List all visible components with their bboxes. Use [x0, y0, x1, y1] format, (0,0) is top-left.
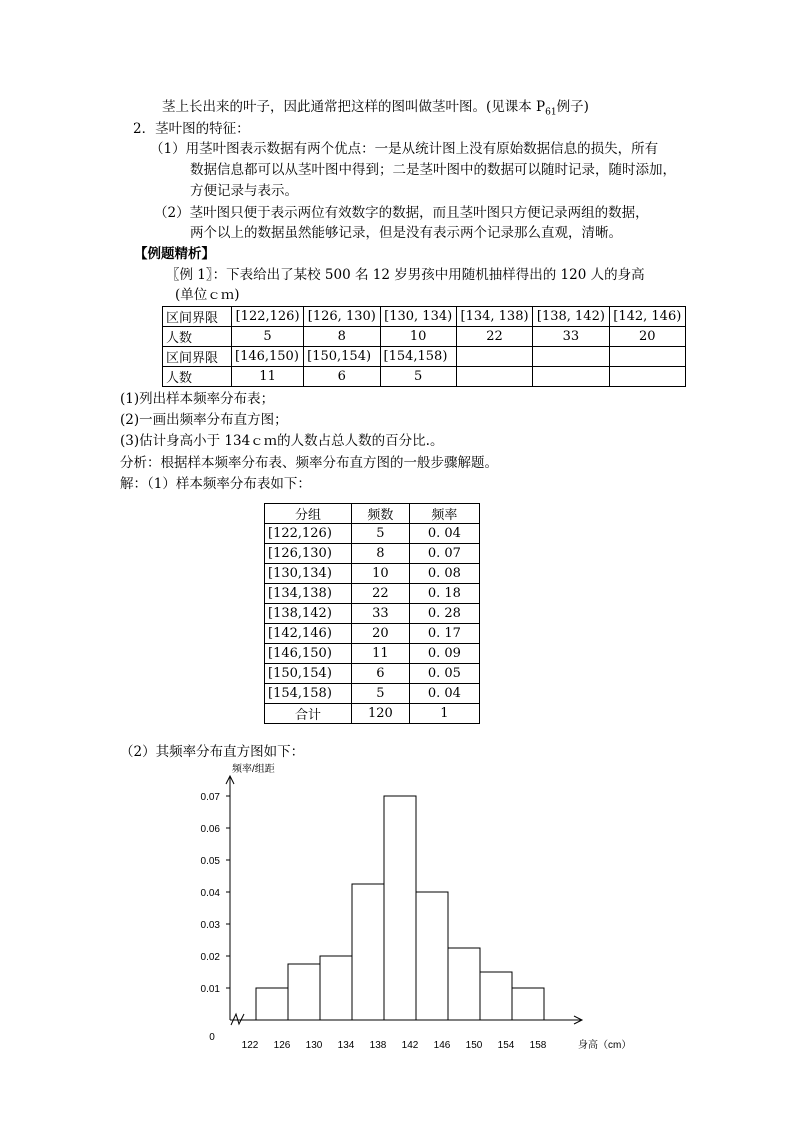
- table-cell: [609, 347, 685, 367]
- table-cell: [150,154): [304, 347, 380, 367]
- histogram-bar: [448, 948, 480, 1020]
- table-cell: 5: [352, 684, 410, 704]
- table-cell: 5: [352, 524, 410, 544]
- table-cell: [146,150): [232, 347, 304, 367]
- table-cell: 6: [352, 664, 410, 684]
- y-tick-label: 0.02: [200, 952, 220, 963]
- table-cell: [146,150): [265, 644, 352, 664]
- table-cell: 0. 28: [409, 604, 479, 624]
- x-tick-label: 126: [273, 1040, 291, 1051]
- question-2: (2)一画出频率分布直方图；: [120, 412, 288, 428]
- table-row: [265, 564, 480, 584]
- table-cell: [142,146): [265, 624, 352, 644]
- table-cell: [150,154): [265, 664, 352, 684]
- table-cell: [609, 367, 685, 387]
- x-tick-label: 150: [465, 1040, 483, 1051]
- table-header-cell: 频数: [352, 504, 410, 524]
- histogram-bar: [416, 892, 448, 1020]
- histogram-bar: [480, 972, 512, 1020]
- table-cell: 11: [352, 644, 410, 664]
- table-cell: [126, 130): [304, 307, 380, 327]
- table-cell: 0. 09: [409, 644, 479, 664]
- histogram-bar: [256, 988, 288, 1020]
- y-tick-label: 0.05: [200, 856, 220, 867]
- section-heading-2: 2．茎叶图的特征：: [133, 121, 250, 137]
- y-tick-label: 0.06: [200, 824, 220, 835]
- table-cell: 5: [232, 327, 304, 347]
- table-row: [265, 604, 480, 624]
- text-line-1-end: 例子): [556, 99, 589, 115]
- frequency-histogram: [180, 760, 650, 1060]
- table-cell: 33: [352, 604, 410, 624]
- table-cell: 0. 08: [409, 564, 479, 584]
- table-cell: 0. 07: [409, 544, 479, 564]
- example-heading: 【例题精析】: [134, 246, 215, 262]
- table-row: [265, 624, 480, 644]
- table-cell: [130, 134): [380, 307, 456, 327]
- table-row: [163, 327, 686, 347]
- feature-2-line-2: 两个以上的数据虽然能够记录，但是没有表示两个记录那么直观，清晰。: [190, 225, 622, 241]
- table-header-row: [265, 504, 480, 524]
- x-tick-label: 158: [529, 1040, 547, 1051]
- table-cell: 33: [533, 327, 609, 347]
- y-axis-label: 频率/组距: [232, 764, 275, 775]
- table-cell: 20: [609, 327, 685, 347]
- table-cell: 0. 04: [409, 684, 479, 704]
- table-cell: 6: [304, 367, 380, 387]
- table-cell: 10: [352, 564, 410, 584]
- table-cell: 8: [304, 327, 380, 347]
- solution-2-text: （2）其频率分布直方图如下：: [120, 744, 305, 760]
- feature-1-line-3: 方便记录与表示。: [190, 183, 298, 199]
- table-row: [265, 544, 480, 564]
- table-cell: 0. 04: [409, 524, 479, 544]
- raw-data-table: [162, 306, 686, 387]
- table-row: [265, 664, 480, 684]
- solution-1-text: 解：（1）样本频率分布表如下：: [120, 476, 311, 492]
- histogram-bar: [352, 884, 384, 1020]
- table-cell: [154,158): [380, 347, 456, 367]
- table-cell: 20: [352, 624, 410, 644]
- table-cell: 0. 05: [409, 664, 479, 684]
- x-tick-label: 154: [497, 1040, 515, 1051]
- y-tick-label: 0.07: [200, 792, 220, 803]
- table-cell: [134, 138): [456, 307, 532, 327]
- table-cell: 22: [352, 584, 410, 604]
- table-cell: 0. 18: [409, 584, 479, 604]
- question-3: (3)估计身高小于 134ｃｍ的人数占总人数的百分比.。: [120, 433, 444, 449]
- text-line-1-main: 茎上长出来的叶子，因此通常把这样的图叫做茎叶图。(见课本 P: [162, 99, 546, 115]
- origin-label: 0: [209, 1032, 215, 1043]
- feature-1-line-2: 数据信息都可以从茎叶图中得到；二是茎叶图中的数据可以随时记录，随时添加，: [190, 162, 676, 178]
- table-cell: [533, 367, 609, 387]
- table-cell: [126,130): [265, 544, 352, 564]
- table-cell: 22: [456, 327, 532, 347]
- table-cell: [130,134): [265, 564, 352, 584]
- analysis-text: 分析：根据样本频率分布表、频率分布直方图的一般步骤解题。: [120, 455, 498, 471]
- feature-1-line-1: （1）用茎叶图表示数据有两个优点：一是从统计图上没有原始数据信息的损失，所有: [150, 141, 659, 157]
- example-1-text: 〖例 1〗：下表给出了某校 500 名 12 岁男孩中用随机抽样得出的 120 人的身高: [166, 267, 645, 283]
- table-header-cell: 频率: [409, 504, 479, 524]
- table-row: [265, 524, 480, 544]
- feature-2-line-1: （2）茎叶图只便于表示两位有效数字的数据，而且茎叶图只方便记录两组的数据，: [154, 205, 649, 221]
- table-cell: [138, 142): [533, 307, 609, 327]
- table-cell: 10: [380, 327, 456, 347]
- y-tick-label: 0.04: [200, 888, 220, 899]
- table-cell: [154,158): [265, 684, 352, 704]
- table-row: [163, 367, 686, 387]
- frequency-table: [264, 503, 480, 724]
- y-tick-label: 0.01: [200, 984, 220, 995]
- x-tick-label: 130: [305, 1040, 323, 1051]
- table-cell: 人数: [163, 367, 232, 387]
- table-cell: [134,138): [265, 584, 352, 604]
- table-header-cell: 分组: [265, 504, 352, 524]
- histogram-bar: [512, 988, 544, 1020]
- table-cell: 0. 17: [409, 624, 479, 644]
- y-tick-label: 0.03: [200, 920, 220, 931]
- table-cell: [456, 367, 532, 387]
- table-total-row: [265, 704, 480, 724]
- table-row: [163, 347, 686, 367]
- table-cell: 5: [380, 367, 456, 387]
- table-cell: [142, 146): [609, 307, 685, 327]
- table-cell: 1: [409, 704, 479, 724]
- histogram-bar: [288, 964, 320, 1020]
- table-row: [265, 684, 480, 704]
- histogram-bar: [384, 796, 416, 1020]
- table-cell: 11: [232, 367, 304, 387]
- table-cell: 区间界限: [163, 307, 232, 327]
- table-cell: [533, 347, 609, 367]
- table-cell: 8: [352, 544, 410, 564]
- unit-label: (单位ｃｍ): [175, 287, 240, 303]
- text-line-1: [162, 98, 589, 122]
- table-cell: [122,126): [232, 307, 304, 327]
- table-cell: 合计: [265, 704, 352, 724]
- histogram-bar: [320, 956, 352, 1020]
- x-tick-label: 146: [433, 1040, 451, 1051]
- x-tick-label: 122: [241, 1040, 259, 1051]
- table-row: [265, 644, 480, 664]
- table-cell: [122,126): [265, 524, 352, 544]
- x-tick-label: 134: [337, 1040, 355, 1051]
- table-cell: 人数: [163, 327, 232, 347]
- table-cell: [456, 347, 532, 367]
- table-row: [265, 584, 480, 604]
- table-cell: [138,142): [265, 604, 352, 624]
- x-axis-label: 身高（cm）: [578, 1040, 632, 1051]
- table-cell: 120: [352, 704, 410, 724]
- x-tick-label: 142: [401, 1040, 419, 1051]
- table-row: [163, 307, 686, 327]
- table-cell: 区间界限: [163, 347, 232, 367]
- text-line-1-subscript: 61: [545, 107, 557, 118]
- x-tick-label: 138: [369, 1040, 387, 1051]
- question-1: (1)列出样本频率分布表；: [120, 391, 275, 407]
